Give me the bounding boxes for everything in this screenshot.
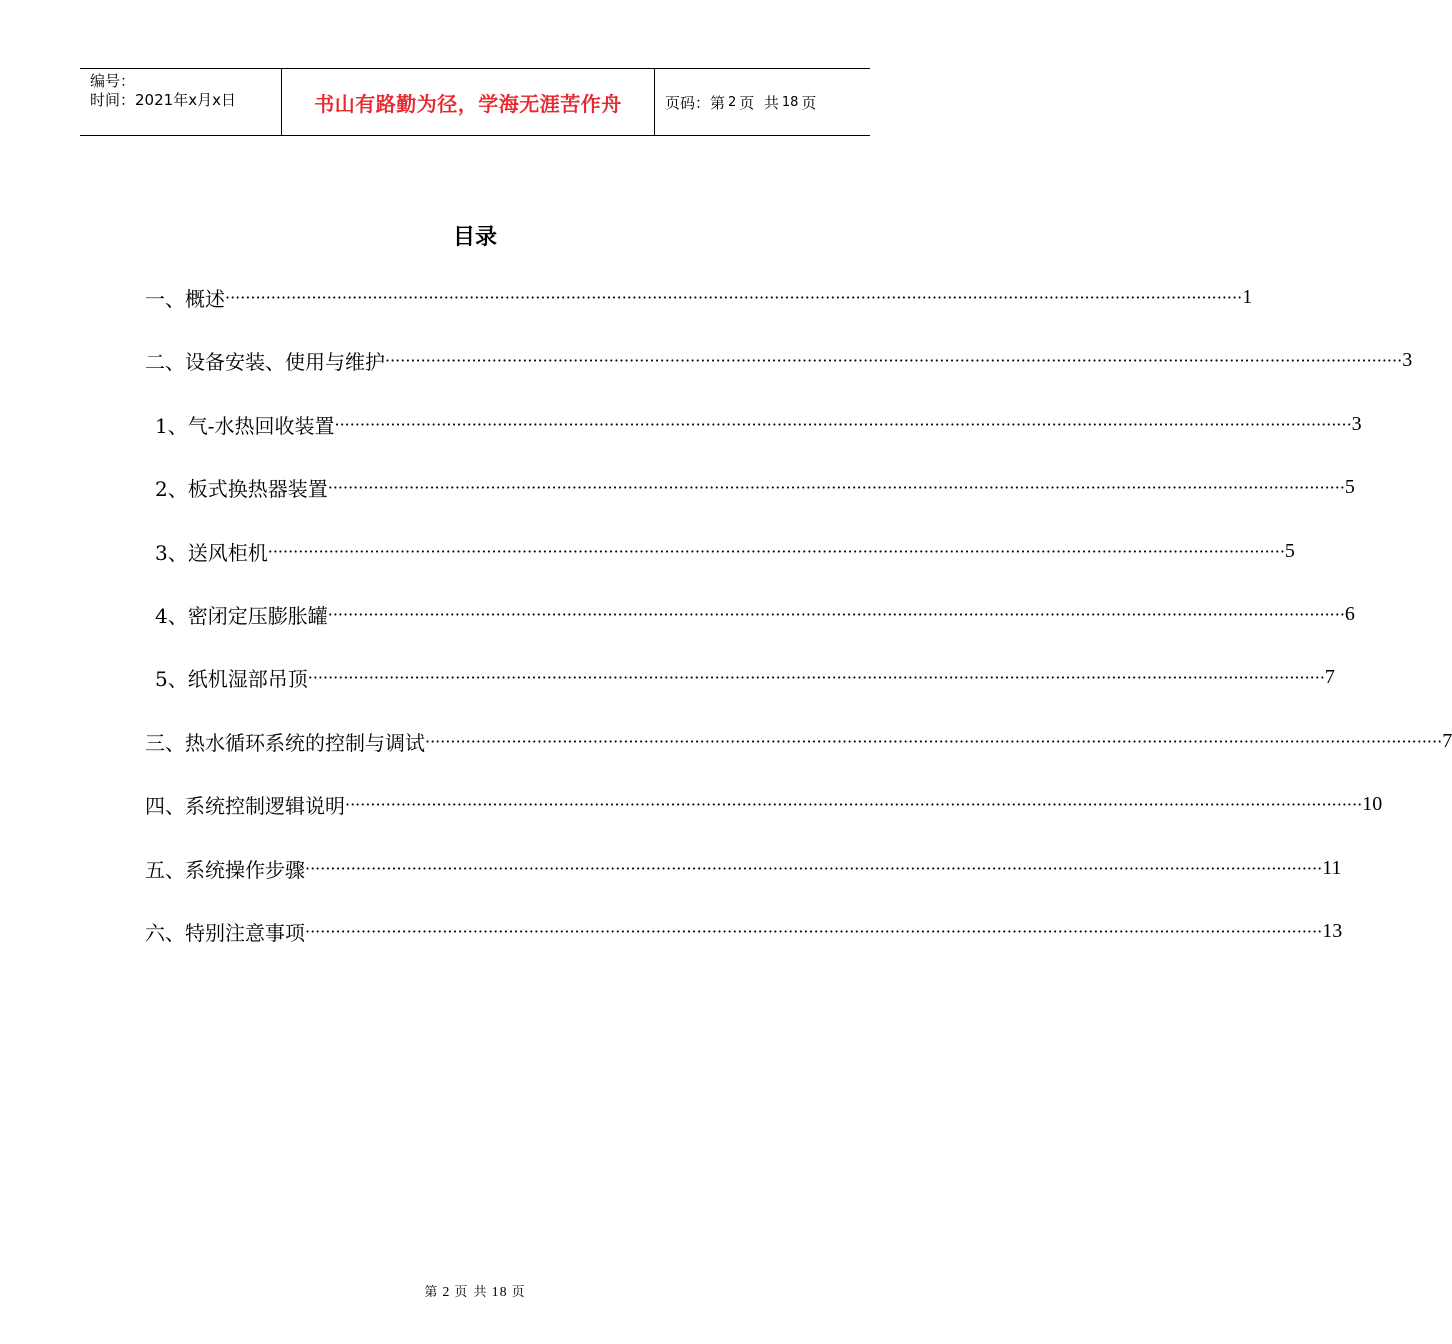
toc-entry-label: 三、热水循环系统的控制与调试 (145, 730, 425, 755)
toc-leader: ········································································································································································································ (385, 350, 1403, 370)
toc-entry-page: 7 (1442, 729, 1452, 752)
toc-entry-label: 四、系统控制逻辑说明 (145, 793, 345, 818)
toc-leader: ········································································································································································································ (345, 794, 1363, 814)
toc-entry-label: 4、密闭定压膨胀罐 (155, 603, 328, 628)
page-total: 18 (781, 94, 799, 110)
toc-leader: ········································································································································································································ (327, 477, 1345, 497)
header-page-info (655, 69, 870, 135)
footer-suffix: 页 (511, 1285, 526, 1300)
toc-entry[interactable] (155, 535, 1295, 567)
toc-entry[interactable] (145, 344, 1413, 376)
toc-leader: ········································································································································································································ (305, 858, 1323, 878)
toc-entry[interactable] (145, 915, 1343, 947)
toc-entry-label: 3、送风柜机 (155, 540, 268, 565)
toc-entry[interactable] (155, 408, 1362, 440)
toc-leader: ········································································································································································································ (305, 921, 1323, 941)
toc-entry-page: 11 (1322, 856, 1342, 879)
page-header (80, 68, 870, 136)
toc-entry[interactable] (145, 788, 1383, 820)
toc-leader: ········································································································································································································ (327, 604, 1345, 624)
toc-entry-label: 六、特别注意事项 (145, 920, 305, 945)
toc-entry-page: 10 (1362, 792, 1383, 815)
page-suffix: 页 (801, 93, 817, 112)
page-footer (0, 1281, 950, 1301)
toc-entry-page: 3 (1351, 412, 1362, 435)
header-motto: 书山有路勤为径，学海无涯苦作舟 (282, 69, 655, 135)
toc-entry[interactable] (155, 471, 1355, 503)
toc-entry-label: 二、设备安装、使用与维护 (145, 349, 385, 374)
toc-entry[interactable] (145, 281, 1253, 313)
time-line (90, 91, 281, 110)
toc-entry[interactable] (155, 661, 1335, 693)
toc-entry-label: 2、板式换热器装置 (155, 476, 328, 501)
footer-current: 2 (442, 1285, 451, 1300)
toc-leader: ········································································································································································································ (225, 287, 1243, 307)
time-label: 时间： (90, 91, 136, 109)
toc-entry-page: 7 (1324, 665, 1335, 688)
toc-entry-page: 1 (1242, 285, 1253, 308)
toc-entry[interactable] (145, 852, 1342, 884)
toc-leader: ········································································································································································································ (334, 414, 1352, 434)
toc-entry-label: 五、系统操作步骤 (145, 857, 305, 882)
page-current: 2 (728, 94, 737, 110)
toc-entry-page: 5 (1344, 475, 1355, 498)
toc-entry-page: 3 (1402, 348, 1413, 371)
footer-prefix: 第 (424, 1285, 439, 1300)
page-prefix: 页码：第 (665, 93, 726, 112)
toc-leader: ········································································································································································································ (267, 541, 1285, 561)
toc-entry[interactable] (145, 725, 1452, 757)
toc-leader: ········································································································································································································ (307, 667, 1325, 687)
toc-entry-page: 5 (1284, 539, 1295, 562)
toc-entry-label: 5、纸机湿部吊顶 (155, 666, 308, 691)
toc-entry-label: 1、气-水热回收装置 (155, 413, 335, 438)
toc-leader: ········································································································································································································ (425, 731, 1443, 751)
toc-entry-page: 13 (1322, 919, 1343, 942)
footer-total: 18 (491, 1285, 508, 1300)
footer-mid: 页 共 (454, 1285, 488, 1300)
toc-entry[interactable] (155, 598, 1355, 630)
toc-title: 目录 (452, 225, 497, 250)
toc-entry-label: 一、概述 (145, 286, 225, 311)
code-label: 编号： (90, 72, 136, 90)
toc-entry-page: 6 (1344, 602, 1355, 625)
time-value: 2021年x月x日 (135, 91, 236, 109)
page-mid: 页 共 (739, 93, 779, 112)
header-meta (80, 69, 282, 135)
